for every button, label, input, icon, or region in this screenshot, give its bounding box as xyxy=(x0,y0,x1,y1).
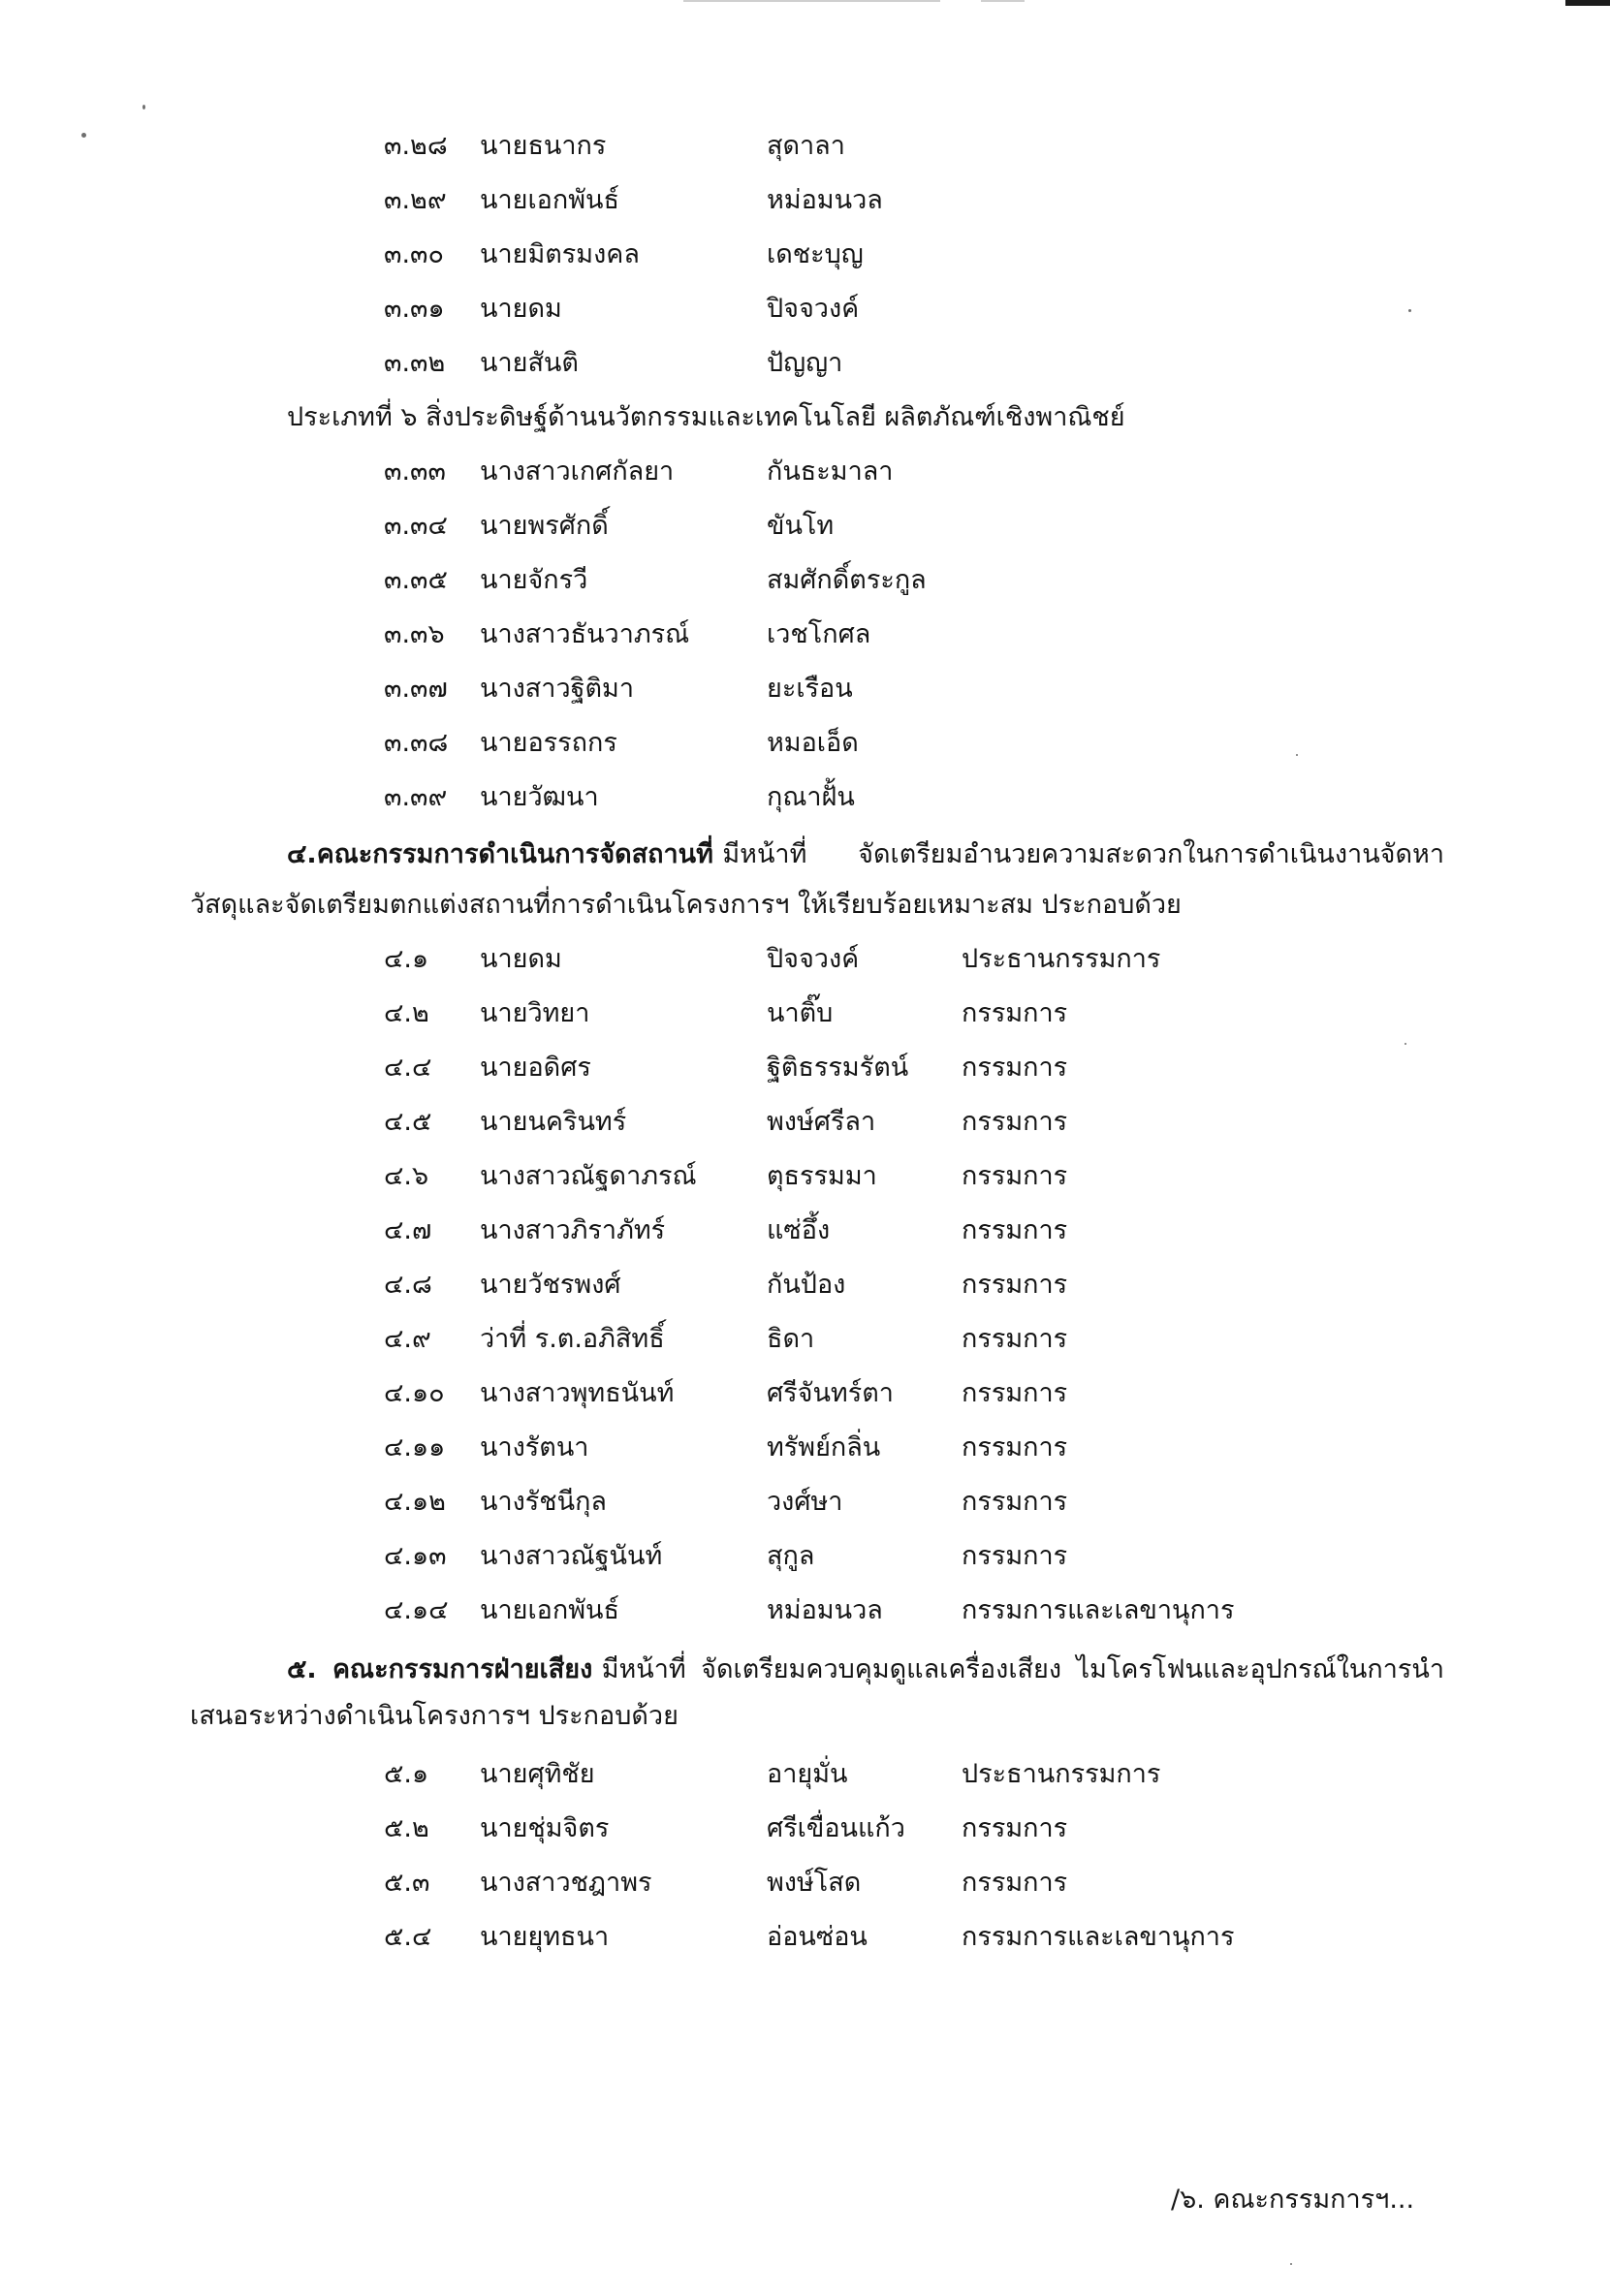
page-continuation-note: /๖. คณะกรรมการฯ... xyxy=(1171,2185,1415,2215)
member-row xyxy=(0,336,1610,391)
member-name: นายวิทยา xyxy=(480,998,590,1028)
member-surname: ตุธรรมมา xyxy=(767,1161,877,1191)
member-number: ๓.๓๘ xyxy=(384,728,449,758)
member-row xyxy=(0,445,1610,499)
member-surname: กุณาฝั้น xyxy=(767,782,855,812)
member-name: นายชุ่มจิตร xyxy=(480,1813,610,1843)
member-number: ๔.๕ xyxy=(384,1107,432,1137)
member-name: นางสาวณัฐนันท์ xyxy=(480,1541,663,1571)
member-name: นางรัชนีกุล xyxy=(480,1487,607,1517)
member-row xyxy=(0,608,1610,662)
member-row xyxy=(0,1367,1610,1421)
member-role: กรรมการ xyxy=(962,998,1068,1028)
member-name: นายจักรวี xyxy=(480,565,588,595)
member-role: กรรมการ xyxy=(962,1541,1068,1571)
member-name: นางรัตนา xyxy=(480,1432,589,1463)
member-row xyxy=(0,553,1610,608)
section-5-paragraph xyxy=(190,1638,1444,1747)
member-role: กรรมการและเลขานุการ xyxy=(962,1595,1235,1625)
member-name: นายยุทธนา xyxy=(480,1922,610,1952)
member-number: ๔.๑๑ xyxy=(384,1432,446,1463)
section-5-title: ๕. คณะกรรมการฝ่ายเสียง xyxy=(287,1654,593,1684)
member-surname: ศรีจันทร์ตา xyxy=(767,1378,894,1408)
member-row xyxy=(0,282,1610,336)
member-role: กรรมการ xyxy=(962,1487,1068,1517)
member-number: ๔.๘ xyxy=(384,1270,432,1300)
member-role: กรรมการ xyxy=(962,1053,1068,1083)
member-name: นายสันติ xyxy=(480,348,579,378)
member-name: นายวัชรพงศ์ xyxy=(480,1270,621,1300)
member-number: ๓.๓๐ xyxy=(384,239,444,269)
member-row xyxy=(0,1910,1610,1965)
member-name: นายดม xyxy=(480,944,562,974)
member-number: ๔.๖ xyxy=(384,1161,429,1191)
member-name: นางสาวณัฐดาภรณ์ xyxy=(480,1161,697,1191)
member-surname: ขันโท xyxy=(767,511,835,541)
member-row xyxy=(0,1041,1610,1095)
member-number: ๕.๔ xyxy=(384,1922,432,1952)
member-role: กรรมการ xyxy=(962,1270,1068,1300)
member-row xyxy=(0,1529,1610,1584)
member-row xyxy=(0,771,1610,825)
member-number: ๓.๓๙ xyxy=(384,782,448,812)
member-surname: พงษ์โสด xyxy=(767,1868,862,1898)
member-row xyxy=(0,228,1610,282)
member-name: นางสาวฐิติมา xyxy=(480,674,634,704)
member-surname: เวชโกศล xyxy=(767,619,871,649)
member-surname: ยะเรือน xyxy=(767,674,853,704)
member-number: ๔.๑๔ xyxy=(384,1595,449,1625)
member-name: นางสาวพุทธนันท์ xyxy=(480,1378,675,1408)
member-name: นายเอกพันธ์ xyxy=(480,185,619,215)
member-name: นายธนากร xyxy=(480,131,607,161)
member-name: นางสาวธันวาภรณ์ xyxy=(480,619,690,649)
member-number: ๓.๓๑ xyxy=(384,294,445,324)
member-number: ๔.๑๒ xyxy=(384,1487,446,1517)
member-row xyxy=(0,1802,1610,1856)
section-4-description: มีหน้าที่ จัดเตรียมอำนวยความสะดวกในการดำเนินงานจัดหาวัสดุและจัดเตรียมตกแต่งสถานที่การดำเนินโครงการฯ ให้เรียบร้อยเหมาะสม ประกอบด้วย xyxy=(190,839,1444,920)
member-role: ประธานกรรมการ xyxy=(962,944,1161,974)
member-role: กรรมการ xyxy=(962,1161,1068,1191)
member-role: กรรมการและเลขานุการ xyxy=(962,1922,1235,1952)
member-name: นายดม xyxy=(480,294,562,324)
section-5-description: มีหน้าที่ จัดเตรียมควบคุมดูแลเครื่องเสียง ไมโครโฟนและอุปกรณ์ในการนำเสนอระหว่างดำเนินโครงการฯ ประกอบด้วย xyxy=(190,1654,1444,1731)
member-name: นายอรรถกร xyxy=(480,728,617,758)
member-role: กรรมการ xyxy=(962,1324,1068,1354)
member-name: ว่าที่ ร.ต.อภิสิทธิ์ xyxy=(480,1324,665,1354)
document-body xyxy=(0,119,1610,1965)
member-role: กรรมการ xyxy=(962,1215,1068,1245)
member-number: ๔.๑ xyxy=(384,944,429,974)
member-surname: หม่อมนวล xyxy=(767,185,883,215)
member-role: ประธานกรรมการ xyxy=(962,1759,1161,1789)
member-surname: นาติ๊บ xyxy=(767,998,834,1028)
scan-speck xyxy=(142,105,145,110)
member-role: กรรมการ xyxy=(962,1432,1068,1463)
member-surname: พงษ์ศรีลา xyxy=(767,1107,876,1137)
member-row xyxy=(0,1747,1610,1802)
member-name: นายพรศักดิ์ xyxy=(480,511,609,541)
member-row xyxy=(0,1856,1610,1910)
member-surname: หม่อมนวล xyxy=(767,1595,883,1625)
member-surname: แซ่อึ้ง xyxy=(767,1215,831,1245)
member-surname: ศรีเขื่อนแก้ว xyxy=(767,1813,905,1843)
member-surname: ธิดา xyxy=(767,1324,815,1354)
member-surname: ฐิติธรรมรัตน์ xyxy=(767,1053,909,1083)
scan-edge-line xyxy=(683,0,940,2)
member-row xyxy=(0,1475,1610,1529)
member-name: นายศุทิชัย xyxy=(480,1759,595,1789)
member-name: นางสาวเกศกัลยา xyxy=(480,456,675,487)
member-name: นายมิตรมงคล xyxy=(480,239,640,269)
member-role: กรรมการ xyxy=(962,1107,1068,1137)
member-number: ๓.๓๓ xyxy=(384,456,446,487)
member-number: ๓.๓๗ xyxy=(384,674,448,704)
section-4-paragraph xyxy=(190,825,1444,932)
member-row xyxy=(0,1204,1610,1258)
member-role: กรรมการ xyxy=(962,1813,1068,1843)
member-number: ๔.๑๓ xyxy=(384,1541,447,1571)
member-number: ๓.๒๙ xyxy=(384,185,447,215)
member-number: ๔.๒ xyxy=(384,998,429,1028)
member-role: กรรมการ xyxy=(962,1868,1068,1898)
member-surname: กันป้อง xyxy=(767,1270,846,1300)
member-number: ๔.๔ xyxy=(384,1053,432,1083)
member-number: ๓.๓๕ xyxy=(384,565,448,595)
member-surname: ปัญญา xyxy=(767,348,843,378)
member-surname: หมอเอ็ด xyxy=(767,728,859,758)
member-row xyxy=(0,932,1610,987)
member-surname: ปิจจวงค์ xyxy=(767,294,860,324)
member-row xyxy=(0,987,1610,1041)
member-name: นายอดิศร xyxy=(480,1053,591,1083)
member-name: นายวัฒนา xyxy=(480,782,599,812)
member-surname: ทรัพย์กลิ่น xyxy=(767,1432,881,1463)
member-surname: สุกูล xyxy=(767,1541,815,1571)
member-role: กรรมการ xyxy=(962,1378,1068,1408)
member-surname: อ่อนซ่อน xyxy=(767,1922,868,1952)
scan-edge-mark xyxy=(1565,0,1610,6)
section-4-title: ๔.คณะกรรมการดำเนินการจัดสถานที่ xyxy=(287,839,713,869)
member-row xyxy=(0,1421,1610,1475)
member-row xyxy=(0,1258,1610,1312)
member-number: ๓.๓๖ xyxy=(384,619,445,649)
member-surname: วงศ์ษา xyxy=(767,1487,843,1517)
member-number: ๔.๑๐ xyxy=(384,1378,445,1408)
member-name: นางสาวภิราภัทร์ xyxy=(480,1215,666,1245)
member-number: ๓.๓๒ xyxy=(384,348,446,378)
member-number: ๔.๗ xyxy=(384,1215,432,1245)
member-row xyxy=(0,1095,1610,1149)
scan-speck xyxy=(1290,2263,1292,2265)
member-number: ๕.๑ xyxy=(384,1759,429,1789)
member-surname: สมศักดิ์ตระกูล xyxy=(767,565,927,595)
member-row xyxy=(0,1584,1610,1638)
member-row xyxy=(0,1312,1610,1367)
member-row xyxy=(0,662,1610,716)
member-row xyxy=(0,499,1610,553)
member-row xyxy=(0,716,1610,771)
member-surname: เดชะบุญ xyxy=(767,239,864,269)
member-surname: สุดาลา xyxy=(767,131,845,161)
member-row xyxy=(0,119,1610,173)
member-number: ๕.๒ xyxy=(384,1813,429,1843)
member-surname: กันธะมาลา xyxy=(767,456,894,487)
member-name: นางสาวชฎาพร xyxy=(480,1868,652,1898)
member-number: ๕.๓ xyxy=(384,1868,430,1898)
member-number: ๔.๙ xyxy=(384,1324,431,1354)
member-row xyxy=(0,173,1610,228)
member-row xyxy=(0,1149,1610,1204)
member-surname: อายุมั่น xyxy=(767,1759,848,1789)
scan-edge-line xyxy=(981,0,1025,2)
member-number: ๓.๒๘ xyxy=(384,131,448,161)
member-surname: ปิจจวงค์ xyxy=(767,944,860,974)
member-name: นายนครินทร์ xyxy=(480,1107,627,1137)
member-number: ๓.๓๔ xyxy=(384,511,448,541)
category-heading: ประเภทที่ ๖ สิ่งประดิษฐ์ด้านนวัตกรรมและเทคโนโลยี ผลิตภัณฑ์เชิงพาณิชย์ xyxy=(287,402,1125,432)
member-name: นายเอกพันธ์ xyxy=(480,1595,619,1625)
